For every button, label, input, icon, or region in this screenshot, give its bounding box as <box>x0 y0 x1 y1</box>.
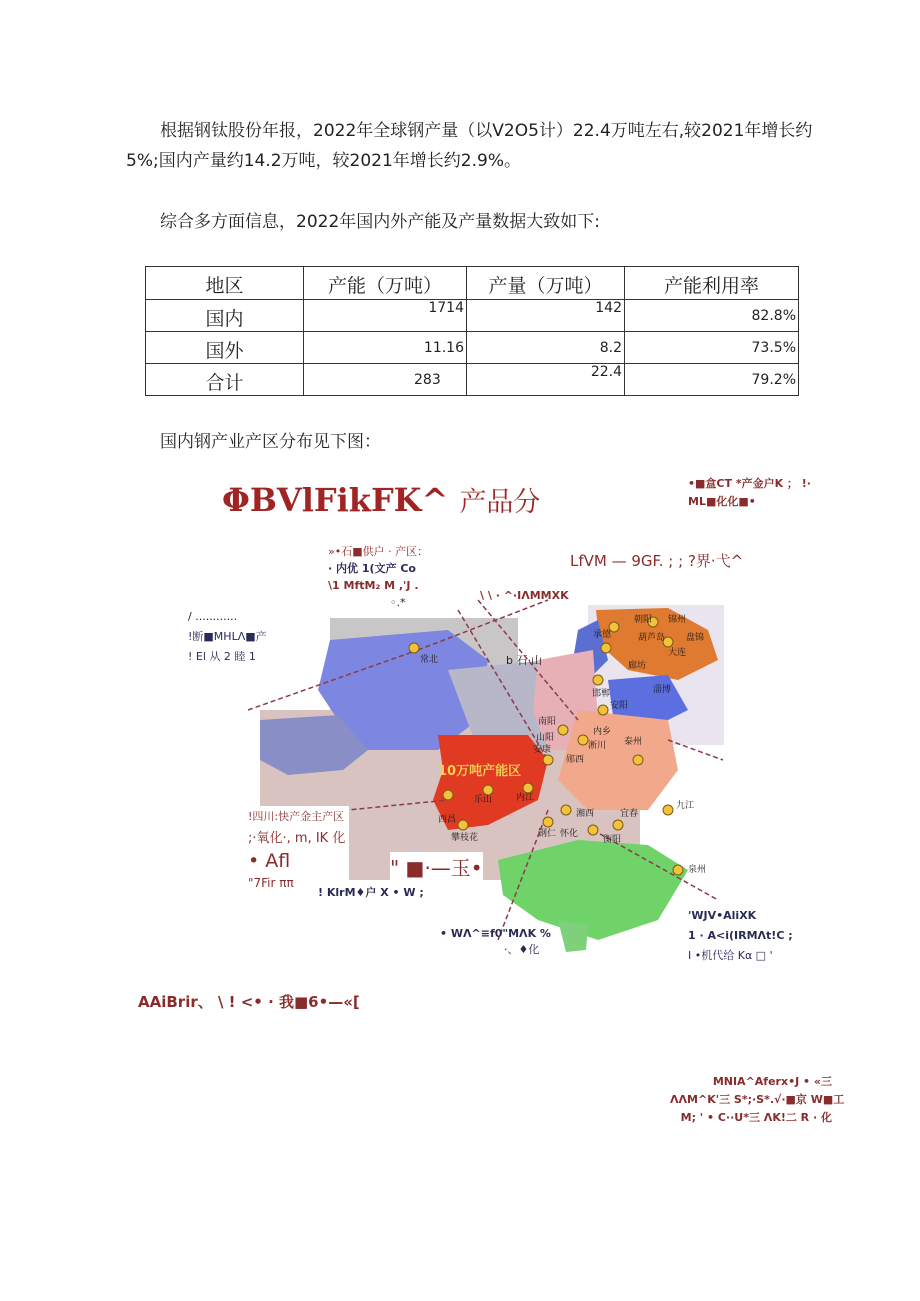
city-label: 九江 <box>676 801 695 811</box>
city-label: 淅川 <box>588 741 607 751</box>
city-label: 衡阳 <box>603 835 622 845</box>
map-title <box>222 480 540 519</box>
city-label: 山阳 <box>536 733 555 743</box>
label-line: ·、♦化 <box>504 943 540 956</box>
map-region-south <box>498 840 688 940</box>
city-dot <box>663 805 673 815</box>
city-dot <box>543 817 553 827</box>
city-dot <box>561 805 571 815</box>
label-line: / ............ <box>188 610 238 623</box>
city-dot <box>458 820 468 830</box>
footer-line: ΛΛM^K'三 S*;·S*.√·■京 W■工 <box>670 1093 845 1106</box>
city-dot <box>409 643 419 653</box>
map-label-i <box>688 906 793 962</box>
footer-left-text: AAiBrir、 \ ! <• · 我■6•—«[ <box>138 993 360 1011</box>
footer-line: MNIA^Aferx•J • «三 <box>712 1075 832 1088</box>
label-line: »•石■供户 · 产区： <box>328 545 429 558</box>
map-label-f <box>248 806 349 890</box>
city-label: 邯郸 <box>592 689 611 699</box>
city-dot <box>578 735 588 745</box>
map-title-cn: 产品分 <box>459 487 541 518</box>
city-label: 内乡 <box>593 727 612 737</box>
city-label: 朝阳 <box>634 615 653 625</box>
map-label-g: " ■·—玉• <box>390 852 483 881</box>
city-label: 葫芦岛 <box>638 633 666 643</box>
city-dot <box>613 820 623 830</box>
map-legend-top-right <box>688 475 811 511</box>
city-label: 安阳 <box>610 701 629 711</box>
city-label: 乐山 <box>474 795 493 805</box>
label-line: • WΛ^≡f0"MΛK % <box>440 927 551 940</box>
label-line: ! El 从 2 睦 1 <box>188 650 256 663</box>
city-dot <box>593 675 603 685</box>
label-line: "7Fir ππ <box>248 876 294 890</box>
table-header: 地区 <box>146 267 304 300</box>
table-row <box>146 332 799 364</box>
city-label: 宜春 <box>620 809 639 819</box>
legend-line: ML■化化■• <box>688 495 756 508</box>
table-cell-region: 国外 <box>146 332 304 364</box>
city-dot <box>443 790 453 800</box>
table-cell-output: 142 <box>467 300 625 332</box>
table-cell-capacity: 11.16 <box>304 332 467 364</box>
map-label-e: b 石·山 <box>506 654 542 667</box>
city-label: 锦州 <box>668 615 687 625</box>
city-dot <box>543 755 553 765</box>
paragraph-map-intro <box>126 427 816 457</box>
footer-line: M; ' • C··U*三 ΛK!二 R · 化 <box>680 1111 832 1124</box>
city-label: 淄博 <box>653 685 672 695</box>
legend-line: •■盒CT *产金户K ； !· <box>688 477 811 490</box>
label-line: !断■MHLΛ■产 <box>188 630 267 643</box>
city-dot <box>601 643 611 653</box>
map-label-b: LfVM — 9GF. ; ; ?界·弋^ <box>570 552 744 570</box>
city-label: 南阳 <box>538 717 557 727</box>
city-dot <box>673 865 683 875</box>
paragraph-production <box>126 116 816 176</box>
city-dot <box>598 705 608 715</box>
city-dot <box>588 825 598 835</box>
label-line: 'WJV•AliXK <box>688 909 757 922</box>
city-label: 湘西 <box>576 809 595 819</box>
map-label-h: ! KlrM♦户 X • W ; <box>318 886 424 899</box>
label-line: I •机代给 Kα □ ' <box>688 949 773 962</box>
label-line: • Afl <box>248 850 291 872</box>
map-label-j <box>440 926 551 958</box>
table-cell-region: 国内 <box>146 300 304 332</box>
city-label: 西昌 <box>438 815 457 825</box>
label-line: \1 MftM₂ M ,'J . <box>328 579 419 592</box>
table-cell-capacity: 283 <box>304 364 467 396</box>
table-cell-region: 合计 <box>146 364 304 396</box>
map-region-hainan <box>558 920 588 952</box>
red-zone-label: 10万吨产能区 <box>438 764 522 779</box>
city-dot <box>633 755 643 765</box>
table-header-row <box>146 267 799 300</box>
table-header: 产量（万吨） <box>467 267 625 300</box>
label-line: ◦.* <box>390 596 406 609</box>
map-title-latin: ΦBVlFikFK^ <box>222 481 449 519</box>
table-row <box>146 364 799 396</box>
city-dot <box>483 785 493 795</box>
city-label: 内江 <box>516 793 535 803</box>
paragraph-map-intro-text: 国内钢产业产区分布见下图： <box>160 432 381 452</box>
label-line: 1 · A<i(IRMΛt!C ; <box>688 929 793 942</box>
paragraph-intro-table-text: 综合多方面信息，2022年国内外产能及产量数据大致如下: <box>160 212 600 232</box>
paragraph-intro-table <box>126 207 816 237</box>
paragraph-production-text: 根据钢钛股份年报，2022年全球钢产量（以V2O5计）22.4万吨左右,较2021年增长约5%;国内产量约14.2万吨，较2021年增长约2.9%。 <box>126 121 813 171</box>
label-line: !四川:快产金主产区 <box>248 810 345 823</box>
city-label: 常北 <box>420 655 439 665</box>
table-cell-output: 22.4 <box>467 364 625 396</box>
table-cell-capacity: 1714 <box>304 300 467 332</box>
city-label: 泰州 <box>624 737 643 747</box>
city-label: 泉州 <box>688 865 707 875</box>
city-label: 承德 <box>593 630 612 640</box>
label-line: · 内优 1(文产 Co <box>328 562 416 575</box>
table-cell-rate: 79.2% <box>625 364 799 396</box>
city-label: 钢仁 <box>538 829 557 839</box>
city-label: 大连 <box>668 648 687 658</box>
capacity-table <box>145 266 799 396</box>
city-label: 安康 <box>533 745 552 755</box>
table-header: 产能（万吨） <box>304 267 467 300</box>
steel-region-map <box>248 600 728 962</box>
city-dot <box>523 783 533 793</box>
table-cell-rate: 82.8% <box>625 300 799 332</box>
city-label: 郧西 <box>566 755 585 765</box>
city-label: 廊坊 <box>628 661 647 671</box>
city-label: 怀化 <box>560 829 579 839</box>
city-label: 攀枝花 <box>451 833 479 843</box>
table-header: 产能利用率 <box>625 267 799 300</box>
map-label-c: \ \ · ^·IΛMMXK <box>480 589 569 602</box>
table-cell-rate: 73.5% <box>625 332 799 364</box>
label-line: ;·氧化·, m, IK 化 <box>248 831 346 846</box>
city-label: 盘锦 <box>686 633 705 643</box>
footer-right-text <box>670 1073 845 1127</box>
city-dot <box>558 725 568 735</box>
table-row <box>146 300 799 332</box>
table-cell-output: 8.2 <box>467 332 625 364</box>
